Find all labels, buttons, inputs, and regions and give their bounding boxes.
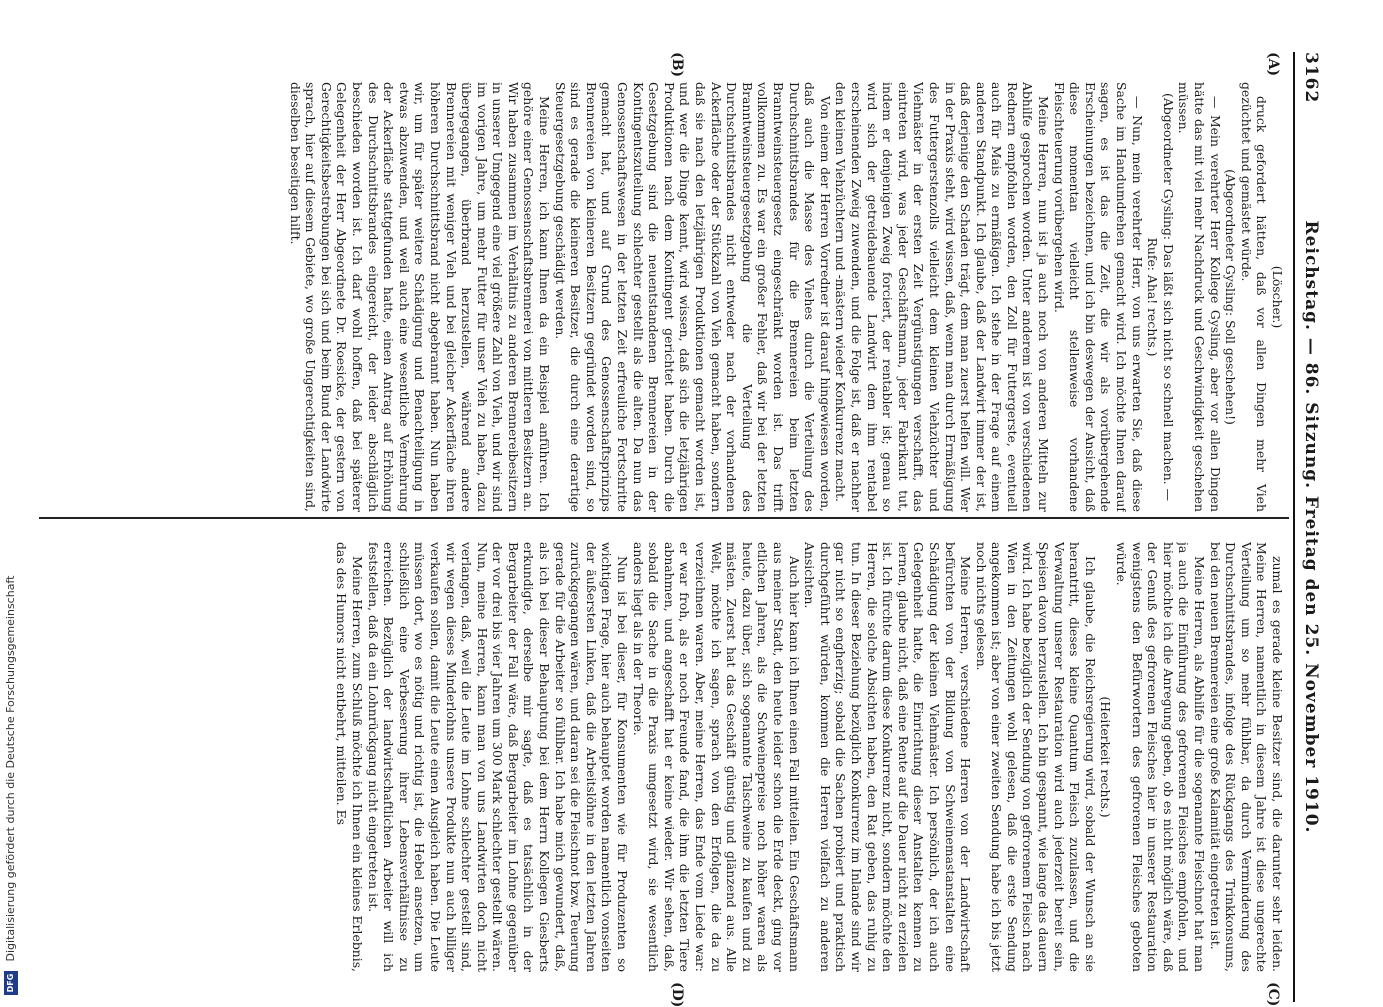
page-number: 3162: [1301, 52, 1321, 104]
running-head-title: Reichstag. — 86. Sitzung. Freitag den 25. November 1910.: [1301, 220, 1321, 834]
left-column: [45, 82, 1285, 512]
paragraph: Auch hier kann ich Ihnen einen Fall mitteilen. Ein Geschäftsmann aus meiner Stadt, den heute leider schon die Erde deckt, ging vor etlichen Jahren, als die Schweinepreise noch höher waren als heute, dazu über, sich sogenannte Talschweine zu kaufen und zu mästen. Zuerst hat das Geschäft günstig und glänzend aus. Alle Welt, möchte ich sagen, sprach von den Erfolgen, die da zu verzeichnen waren. Aber, meine Herren, das Ende vom Liede war: er war froh, als er noch Freunde fand, die ihm die letzten Tiere abnahmen, und angeschafft hat er keine wieder. Wir sehen, daß, sobald die Sache in die Praxis umgesetzt wird, sie wesentlich anders liegt als in der Theorie.: [630, 542, 802, 972]
paragraph: Von einem der Herren Vorredner ist darauf hingewiesen worden, daß auch die Masse des Viehes durch die Verteilung des Durchschnittsbrandes für die Brennereien beim letzten Branntweinsteuergesetz eingeschränkt worden ist. Das trifft vollkommen zu. Es war ein großer Fehler, daß wir bei der letzten Branntweinsteuergesetzgebung die Verteilung des Durchschnittsbrandes nicht entweder nach der vorhandenen Ackerfläche oder der Stückzahl von Vieh gemacht haben, sondern daß sie nach den letzjährigen Produktionen gemacht worden ist, und wer die Dinge kennt, wird wissen, daß sich die letzjährigen Produktionen nach dem Kontingent gerichtet haben. Durch die Gesetzgebung sind die neuentstandenen Brennereien in der Kontingentszuteilung schlechter gestellt als die alten. Da nun das Genossenschaftswesen in der letzten Zeit erfreuliche Fortschritte gemacht hat, und auf Grund des Genossenschaftsprinzips Brennereien von kleineren Besitzern gegründet worden sind, so sind es gerade die kleineren Besitzer, die durch eine derartige Steuergesetzgebung geschädigt werden.: [552, 82, 833, 512]
paragraph: Meine Herren, als Abhilfe für die sogenannte Fleischnot hat man ja auch die Einführung des gefrorenen Fleisches empfohlen, und hier möchte ich die Anregung geben, ob es nicht möglich wäre, daß der Genuß des gefrorenen Fleisches hier in unserer Restauration wenigstens den Befürwortern des gefrorenen Fleisches geboten würde.: [1114, 542, 1208, 972]
paragraph: Meine Herren, verschiedene Herren von der Landwirtschaft befürchten von der Bildung von Schweinemastanstalten eine Schädigung der kleinen Viehmäster. Ich persönlich, der ich auch Gelegenheit hatte, die Einrichtung dieser Anstalten kennen zu lernen, glaube nicht, daß eine Rente auf die Dauer nicht zu erzielen ist. Ich fürchte darum diese Konkurrenz nicht, sondern möchte den Herren, die solche Absichten haben, den Rat geben, das ruhig zu tun. In dieser Beziehung bezüglich Konkurrenz im Inlande sind wir gar nicht so engherzig; sobald die Sachen probiert und praktisch durchgeführt würden, kommen die Herren vielfach zu anderen Ansichten.: [802, 542, 974, 972]
margin-letter-c: (C): [1265, 982, 1281, 1007]
footer: [4, 0, 24, 995]
paragraph: — Nun, mein verehrter Herr, von uns erwarten Sie, daß diese Sache im Handumdrehen gemacht wird. Ich möchte Ihnen darauf sagen, es ist das die Zeit, die wir als vorübergehende Erscheinungen bezeichnen, und ich bin deswegen der Ansicht, daß diese momentan vielleicht stellenweise vorhandene Fleischteuerung vorübergehen wird.: [1051, 82, 1145, 512]
dfg-logo: DFG: [4, 971, 18, 995]
paragraph: (Heiterkeit rechts.): [1098, 696, 1114, 818]
paragraph: (Abgeordneter Gysling: Soll geschehen!): [1223, 169, 1239, 425]
paragraph: Nun ist bei dieser, für Konsumenten wie für Produzenten so wichtigen Frage, hier auch behauptet worden namentlich vonseiten der äußersten Linken, daß die Arbeitslöhne in den letzten Jahren zurückgegangen wären, und daran sei die Fleischnot bzw. Teuerung gerade für die Arbeiter so fühlbar. Ich habe mich gewundert, daß, als ich bei dieser Behauptung bei dem Herrn Kollegen Giesberts erkundigte, derselbe mir sagte, daß es tatsächlich in der Bergarbeiter der Fall wäre, daß Bergarbeiter im Lohne gegenüber der vor drei bis vier Jahren um 300 Mark schlechter gestellt wären. Nun, meine Herren, kann man von uns Landwirten doch nicht verlangen, daß, weil die Leute im Lohne schlechter gestellt sind, wir wegen dieses Minderlohns unsere Produkte nun auch billiger verkaufen sollen, damit die Leute einen Ausgleich haben. Die Leute müssen dort, wo es nötig und richtig ist, die Hebel ansetzen, um schließlich eine Verbesserung ihrer Lebensverhältnisse zu erreichen. Bezüglich der landwirtschaftlichen Arbeiter will ich feststellen, daß da ein Lohnrückgang nicht eingetreten ist.: [365, 542, 631, 972]
footer-text: Digitalisierung gefördert durch die Deutsche Forschungsgemeinschaft: [4, 575, 17, 962]
margin-letter-b: (B): [669, 52, 685, 78]
margin-letter-a: (A): [1265, 52, 1281, 77]
paragraph: Meine Herren, nun ist ja auch noch von anderen Mitteln zur Abhilfe gesprochen worden. Unter anderem ist von verschiedenen Rednern empfohlen worden, den Zoll für Futtergerste, eventuell auch für Mais zu ermäßigen. Ich stehe in der Frage auf einem anderen Standpunkt. Ich glaube, daß der Landwirt immer der ist, daß derjenige den Schaden trägt, dem man zuerst helfen will. Wer in der Praxis steht, wird wissen, daß, wenn man durch Ermäßigung des Futtergerstenzolls vielleicht dem kleinen Viehzüchter und Viehmäster in der ersten Zeit Vergünstigungen verschafft, das eintreten wird, was jeder Geschäftsmann, jeder Fabrikant tut, indem er denjenigen Zweig forciert, der rentabler ist; genau so wird sich der getreidebauende Landwirt dem ihm rentabel erscheinenden Zweig zuwenden, und die Folge ist, daß er nachher den kleinen Viehzüchtern und -mästern wieder Konkurrenz macht.: [833, 82, 1052, 512]
paragraph: (Löscher.): [1270, 265, 1285, 329]
column-divider: [39, 517, 1289, 519]
margin-letter-d: (D): [669, 982, 685, 1007]
running-head: [1295, 52, 1325, 1002]
paragraph: Meine Herren, ich kann Ihnen da ein Beispiel anführen. Ich gehöre einer Genossenschaftsbrennerei von mittleren Besitzern an. Wir haben zusammen im Verhältnis zu anderen Brennereibesitzern in unserer Umgegend eine viel größere Zahl von Vieh, und wir sind im vorigen Jahre, um mehr Futter für unser Vieh zu haben, dazu übergegangen, überbrand herzustellen, während andere Brennereien mit weniger Vieh und bei gleicher Ackerfläche ihren höheren Durchschnittsbrand nicht abgebrannt haben. Nun haben wir, um für später weitere Schädigung und Benachteiligung in etwas abzuwenden, und weil auch eine wesentliche Vermehrung der Ackerfläche stattgefunden hatte, einen Antrag auf Erhöhung des Durchschnittsbrandes eingereicht, der leider abschläglich beschieden worden ist. Ich darf wohl hoffen, daß bei späterer Gelegenheit der Herr Abgeordnete Dr. Roesicke, der gestern von Gerechtigkeitsbestrebungen bei sich und beim Bund der Landwirte sprach, hier auf diesem Gebiete, wo große Ungerechtigkeiten sind, dieselben beseitigen hilft.: [287, 82, 553, 512]
paragraph: Meine Herren, zum Schluß möchte ich Ihnen ein kleines Erlebnis, das des Humors nicht entbehrt, mitteilen. Es: [334, 542, 365, 972]
paragraph: Ich glaube, die Reichsregierung wird, sobald der Wunsch an sie herantritt, dieses kleine Quantum Fleisch zuzulassen, und die Verwaltung unserer Restauration wird auch jederzeit bereit sein, Speisen davon herzustellen. Ich bin gespannt, wie lange das dauern wird. Ich habe bezüglich der Sendung von gefrorenem Fleisch nach Wien in den Zeitungen wohl gelesen, daß die erste Sendung angekommen ist; aber von einer zweiten Sendung habe ich bis jetzt noch nichts gelesen.: [973, 542, 1098, 972]
paragraph: (Abgeordneter Gysling: Das läßt sich nicht so schnell machen. — Rufe: Aha! rechts.): [1145, 93, 1176, 501]
header-rule: [1293, 52, 1295, 1002]
right-column: [45, 542, 1285, 972]
paragraph: zumal es gerade kleine Besitzer sind, die darunter sehr leiden. Meine Herren, namentlich in diesem Jahre ist diese ungerechte Verteilung um so mehr fühlbar, da durch Verminderung des Durchschnittsbrandes, infolge des Rückgangs des Trinkkonsums, bei den neuen Brennereien eine große Kalamität eingetreten ist.: [1207, 542, 1285, 972]
paragraph: — Mein verehrter Herr Kollege Gysling, aber vor allen Dingen hätte das mit viel mehr Nachdruck und Geschwindigkeit geschehen müssen.: [1176, 82, 1223, 512]
document-page: [25, 52, 1325, 1007]
paragraph: druck gefordert hätten, daß vor allen Dingen mehr Vieh gezüchtet und gemästet würde.: [1238, 82, 1270, 512]
